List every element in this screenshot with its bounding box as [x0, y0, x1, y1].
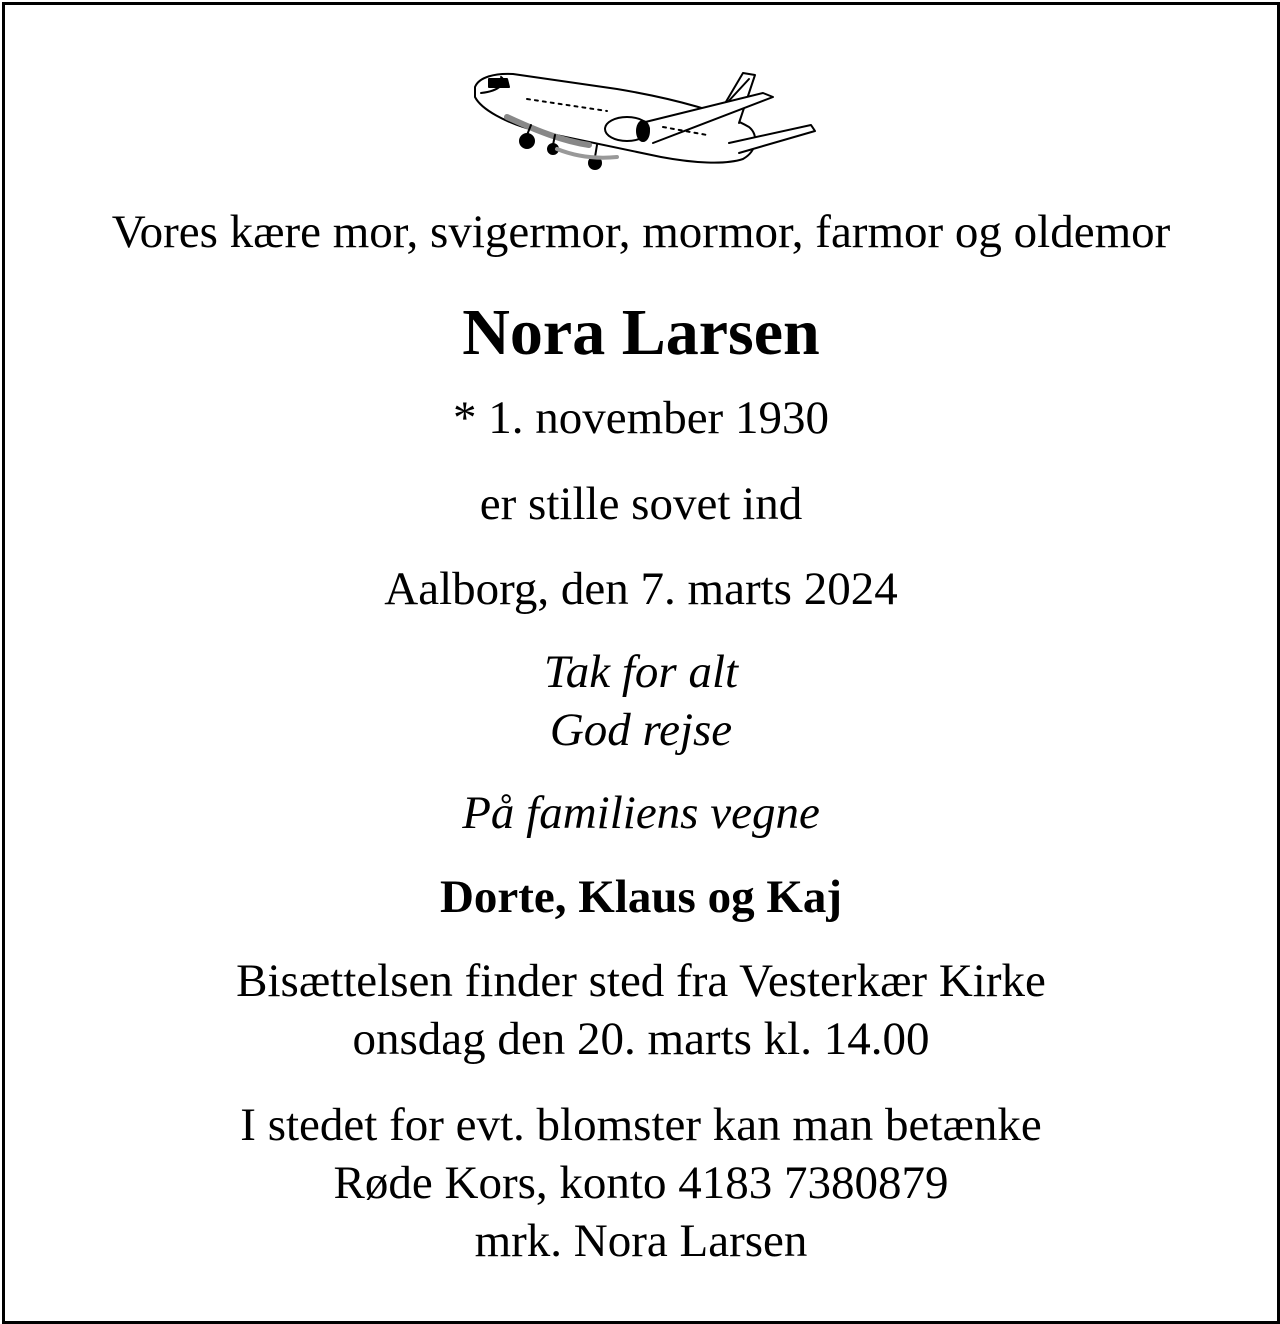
funeral-line-1: Bisættelsen finder sted fra Vesterkær Kirke: [236, 955, 1046, 1007]
on-behalf-text: På familiens vegne: [462, 787, 820, 839]
obituary-content: [5, 5, 1277, 1321]
donation-line-1: I stedet for evt. blomster kan man betænke: [240, 1099, 1042, 1151]
place-date: Aalborg, den 7. marts 2024: [384, 563, 898, 615]
farewell-line-1: Tak for alt: [543, 646, 739, 698]
farewell-line-2: God rejse: [549, 704, 733, 756]
birth-date: * 1. november 1930: [453, 392, 829, 444]
obituary-frame: [2, 2, 1280, 1324]
donation-line-2: Røde Kors, konto 4183 7380879: [333, 1157, 949, 1209]
airplane-icon: [467, 65, 819, 177]
funeral-line-2: onsdag den 20. marts kl. 14.00: [352, 1013, 930, 1065]
intro-text: Vores kære mor, svigermor, mormor, farmor og oldemor: [111, 206, 1171, 258]
signers: Dorte, Klaus og Kaj: [439, 871, 843, 923]
deceased-name: Nora Larsen: [462, 296, 820, 369]
passed-text: er stille sovet ind: [479, 478, 803, 530]
donation-line-3: mrk. Nora Larsen: [474, 1215, 808, 1267]
